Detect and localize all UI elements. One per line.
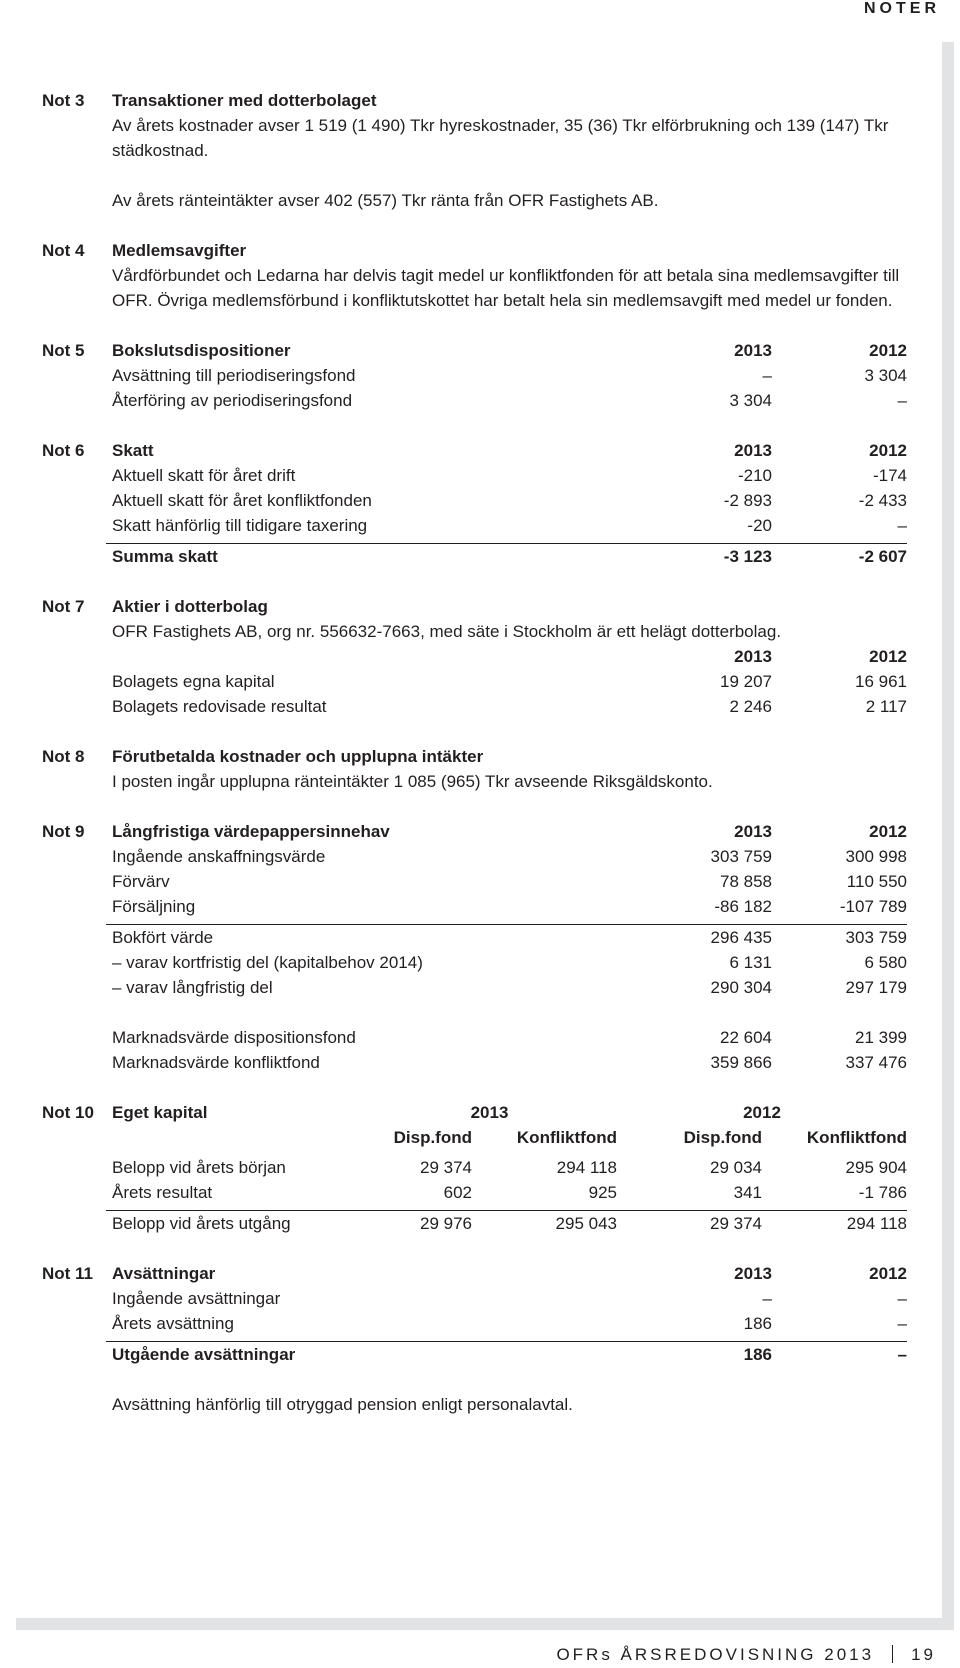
row-value: 296 435 — [710, 928, 772, 947]
table-row — [112, 513, 907, 538]
page-footer — [556, 1645, 936, 1665]
row-label: Ingående anskaffningsvärde — [112, 847, 326, 866]
note-10 — [4, 1100, 924, 1236]
year-header: 2013 — [734, 341, 772, 360]
notes-list — [4, 88, 924, 1442]
table-row — [112, 488, 907, 513]
footnote: Avsättning hänförlig till otryggad pension enligt personalavtal. — [112, 1395, 573, 1414]
note-number: Not 8 — [42, 747, 85, 766]
note-title: Eget kapital — [112, 1103, 208, 1122]
note-paragraph: I posten ingår upplupna ränteintäkter 1 085 (965) Tkr avseende Riksgäldskonto. — [112, 772, 713, 791]
row-label: – varav långfristig del — [112, 978, 273, 997]
total-label: Summa skatt — [112, 547, 218, 566]
notes-panel — [4, 30, 942, 1618]
table-row — [106, 924, 907, 950]
table-row — [112, 694, 907, 719]
year-header: 2012 — [869, 441, 907, 460]
row-value: 337 476 — [845, 1053, 907, 1072]
row-value: 6 580 — [864, 953, 907, 972]
row-value: -86 182 — [714, 897, 772, 916]
note-paragraph: Av årets kostnader avser 1 519 (1 490) Tkr hyreskostnader, 35 (36) Tkr elförbrukning och 139 (147) Tkr städkostnad. — [112, 116, 889, 160]
total-value: -2 607 — [858, 547, 907, 566]
table-header — [112, 644, 907, 669]
total-value: 294 118 — [846, 1214, 907, 1233]
note-4 — [4, 238, 924, 313]
row-value: – — [897, 516, 907, 535]
section-label: NOTER — [864, 0, 940, 17]
row-value: 2 246 — [729, 697, 772, 716]
row-value: -20 — [747, 516, 772, 535]
table-header — [112, 338, 907, 363]
row-value: 602 — [443, 1183, 472, 1202]
table-header — [112, 438, 907, 463]
note-number: Not 6 — [42, 441, 85, 460]
note-paragraph: OFR Fastighets AB, org nr. 556632-7663, med säte i Stockholm är ett helägt dotterbolag. — [112, 622, 782, 641]
table-row — [112, 1155, 907, 1180]
table-row — [112, 363, 907, 388]
table-header — [112, 1100, 907, 1125]
row-value: 300 998 — [845, 847, 907, 866]
row-label: Förvärv — [112, 872, 170, 891]
report-title: OFRs ÅRSREDOVISNING 2013 — [556, 1645, 875, 1664]
row-value: 21 399 — [855, 1028, 907, 1047]
row-value: 295 904 — [845, 1158, 907, 1177]
page-number: 19 — [911, 1645, 936, 1664]
row-value: 303 759 — [845, 928, 907, 947]
note-number: Not 7 — [42, 597, 85, 616]
row-label: Avsättning till periodiseringsfond — [112, 366, 356, 385]
row-value: 297 179 — [845, 978, 907, 997]
table-row — [112, 975, 907, 1000]
note-5 — [4, 338, 924, 413]
year-header: 2012 — [869, 341, 907, 360]
row-value: 29 034 — [710, 1158, 762, 1177]
row-value: 3 304 — [864, 366, 907, 385]
row-value: 290 304 — [710, 978, 772, 997]
table-row — [112, 844, 907, 869]
table-row — [112, 869, 907, 894]
year-header: 2013 — [734, 441, 772, 460]
note-title: Medlemsavgifter — [112, 241, 247, 260]
year-header: 2013 — [470, 1103, 509, 1122]
note-title: Avsättningar — [112, 1264, 216, 1283]
note-9 — [4, 819, 924, 1075]
note-title: Bokslutsdispositioner — [112, 341, 291, 360]
total-value: 295 043 — [555, 1214, 617, 1233]
note-paragraph: Av årets ränteintäkter avser 402 (557) Tkr ränta från OFR Fastighets AB. — [112, 191, 659, 210]
row-value: 341 — [733, 1183, 762, 1202]
note-title: Skatt — [112, 441, 154, 460]
note-paragraph: Vårdförbundet och Ledarna har delvis tagit medel ur konfliktfonden för att betala sina medlemsavgifter till OFR. Övriga medlemsförbund i konfliktutskottet har betalt hela sin medlemsavgift med medel ur fonden. — [112, 266, 900, 310]
note-number: Not 4 — [42, 241, 85, 260]
note-title: Långfristiga värdepappersinnehav — [112, 822, 390, 841]
total-value: -3 123 — [723, 547, 772, 566]
row-value: 110 550 — [846, 872, 907, 891]
row-value: 16 961 — [855, 672, 907, 691]
total-row — [106, 543, 907, 569]
note-number: Not 3 — [42, 91, 85, 110]
row-label: Marknadsvärde dispositionsfond — [112, 1028, 356, 1047]
year-header: 2012 — [869, 1264, 907, 1283]
row-label: Årets avsättning — [112, 1314, 234, 1333]
table-row — [112, 463, 907, 488]
total-label: Belopp vid årets utgång — [112, 1214, 291, 1233]
column-header: Konfliktfond — [806, 1128, 907, 1147]
row-label: Återföring av periodiseringsfond — [112, 391, 353, 410]
column-header-row — [112, 1125, 907, 1150]
footer-divider — [892, 1645, 893, 1663]
total-value: 186 — [743, 1345, 772, 1364]
column-header: Konfliktfond — [516, 1128, 617, 1147]
row-value: -2 893 — [723, 491, 772, 510]
table-row — [112, 1180, 907, 1205]
row-label: Årets resultat — [112, 1183, 213, 1202]
row-value: -107 789 — [839, 897, 907, 916]
row-value: 359 866 — [710, 1053, 772, 1072]
table-row — [112, 388, 907, 413]
row-label: Skatt hänförlig till tidigare taxering — [112, 516, 368, 535]
note-7 — [4, 594, 924, 719]
row-label: – varav kortfristig del (kapitalbehov 2014) — [112, 953, 423, 972]
row-value: – — [897, 1314, 907, 1333]
table-row — [112, 669, 907, 694]
row-value: 294 118 — [556, 1158, 617, 1177]
row-value: 3 304 — [729, 391, 772, 410]
row-label: Bolagets redovisade resultat — [112, 697, 327, 716]
row-value: 186 — [743, 1314, 772, 1333]
total-value: 29 976 — [420, 1214, 472, 1233]
note-8 — [4, 744, 924, 794]
year-header: 2013 — [734, 1264, 772, 1283]
note-6 — [4, 438, 924, 569]
note-11 — [4, 1261, 924, 1417]
total-value: 29 374 — [710, 1214, 762, 1233]
column-header: Disp.fond — [683, 1128, 762, 1147]
total-label: Utgående avsättningar — [112, 1345, 296, 1364]
table-header — [112, 1261, 907, 1286]
row-value: -210 — [737, 466, 772, 485]
row-label: Aktuell skatt för året konfliktfonden — [112, 491, 372, 510]
year-header: 2012 — [869, 647, 907, 666]
note-title: Aktier i dotterbolag — [112, 597, 268, 616]
row-value: 22 604 — [720, 1028, 772, 1047]
note-title: Transaktioner med dotterbolaget — [112, 91, 377, 110]
year-header: 2013 — [734, 822, 772, 841]
total-row — [106, 1341, 907, 1367]
table-row — [112, 1025, 907, 1050]
table-row — [112, 950, 907, 975]
row-label: Aktuell skatt för året drift — [112, 466, 296, 485]
row-value: 925 — [588, 1183, 617, 1202]
year-header: 2012 — [743, 1103, 781, 1122]
year-header: 2012 — [869, 822, 907, 841]
year-header: 2013 — [734, 647, 772, 666]
row-value: 6 131 — [729, 953, 772, 972]
row-value: – — [762, 1289, 772, 1308]
row-label: Bokfört värde — [112, 928, 214, 947]
table-row — [112, 1050, 907, 1075]
total-value: – — [897, 1345, 907, 1364]
table-header — [112, 819, 907, 844]
row-value: -1 786 — [858, 1183, 907, 1202]
row-label: Ingående avsättningar — [112, 1289, 281, 1308]
note-number: Not 5 — [42, 341, 85, 360]
row-label: Marknadsvärde konfliktfond — [112, 1053, 320, 1072]
table-row — [112, 894, 907, 919]
column-header: Disp.fond — [393, 1128, 472, 1147]
note-number: Not 9 — [42, 822, 85, 841]
table-row — [112, 1311, 907, 1336]
total-row — [106, 1210, 907, 1236]
row-value: – — [897, 391, 907, 410]
row-label: Bolagets egna kapital — [112, 672, 275, 691]
row-value: 2 117 — [865, 697, 907, 716]
note-title: Förutbetalda kostnader och upplupna intäkter — [112, 747, 484, 766]
table-row — [112, 1286, 907, 1311]
row-value: – — [762, 366, 772, 385]
note-3 — [4, 88, 924, 213]
row-value: – — [897, 1289, 907, 1308]
row-label: Belopp vid årets början — [112, 1158, 286, 1177]
row-value: 303 759 — [710, 847, 772, 866]
row-label: Försäljning — [112, 897, 196, 916]
row-value: -2 433 — [858, 491, 907, 510]
row-value: 19 207 — [720, 672, 772, 691]
row-value: -174 — [872, 466, 907, 485]
note-number: Not 11 — [42, 1264, 94, 1283]
row-value: 29 374 — [420, 1158, 472, 1177]
note-number: Not 10 — [42, 1103, 94, 1122]
row-value: 78 858 — [720, 872, 772, 891]
